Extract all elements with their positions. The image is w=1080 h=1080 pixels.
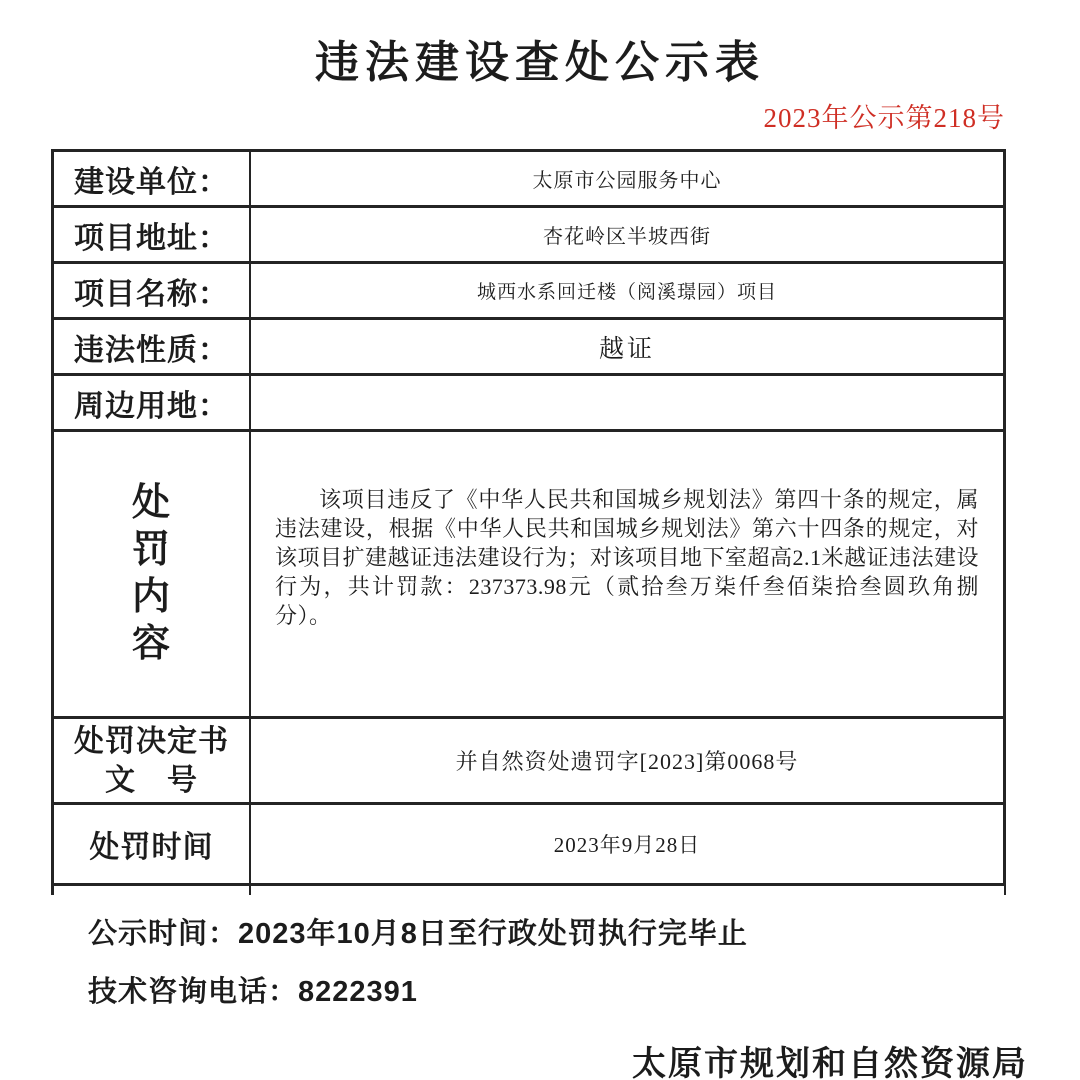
decision-label-line1: 处罚决定书 (74, 724, 229, 758)
row-label: 项目地址： (54, 208, 251, 261)
footer (0, 911, 1080, 1080)
punishment-value-cell (251, 432, 1003, 716)
table-row-punishment-time (54, 802, 1003, 883)
footer-consult-phone: 技术咨询电话：8222391 (88, 976, 418, 1009)
publicity-table (51, 149, 1006, 886)
row-value: 杏花岭区半坡西街 (543, 226, 711, 249)
row-value: 城西水系回迁楼（阅溪璟园）项目 (476, 282, 777, 304)
punishment-label-char: 罚 (131, 529, 171, 572)
table-bottom-stub (51, 886, 1006, 895)
table-bottom-stub-divider (54, 886, 251, 895)
punishment-label-char: 内 (131, 576, 171, 619)
table-row-surrounding-land (54, 373, 1003, 429)
punishment-label-char: 容 (131, 623, 171, 666)
document-page (0, 40, 1080, 1080)
table-row-project-address (54, 205, 1003, 261)
decision-value: 并自然资处遗罚字[2023]第0068号 (455, 749, 799, 775)
notice-number: 2023年公示第218号 (763, 103, 1005, 134)
row-label: 违法性质： (54, 320, 251, 373)
time-value: 2023年9月28日 (553, 833, 701, 858)
page-title: 违法建设查处公示表 (315, 38, 765, 87)
table-row-violation-nature (54, 317, 1003, 373)
issuing-authority: 太原市规划和自然资源局 (632, 1045, 1028, 1080)
time-label: 处罚时间 (54, 805, 251, 883)
row-label: 建设单位： (54, 152, 251, 205)
table-row-project-name (54, 261, 1003, 317)
decision-label-line2: 文 号 (105, 763, 198, 797)
row-value (251, 376, 1003, 429)
punishment-label (54, 432, 251, 716)
decision-label (54, 719, 251, 802)
punishment-label-char: 处 (131, 482, 171, 525)
row-value: 越证 (598, 335, 655, 363)
row-label: 项目名称： (54, 264, 251, 317)
row-value: 太原市公园服务中心 (532, 170, 722, 193)
table-row-decision-number (54, 716, 1003, 802)
punishment-paragraph: 该项目违反了《中华人民共和国城乡规划法》第四十条的规定，属违法建设，根据《中华人民共和国城乡规划法》第六十四条的规定，对该项目扩建越证违法建设行为；对该项目地下室超高2.1米越证违法建设行为，共计罚款：237373.98元（贰拾叁万柒仟叁佰柒拾叁圆玖角捌分）。 (275, 486, 980, 628)
row-label: 周边用地： (54, 376, 251, 429)
table-row-construction-unit (54, 152, 1003, 205)
table-row-punishment-content (54, 429, 1003, 716)
footer-publicity-time: 公示时间：2023年10月8日至行政处罚执行完毕止 (88, 918, 748, 951)
